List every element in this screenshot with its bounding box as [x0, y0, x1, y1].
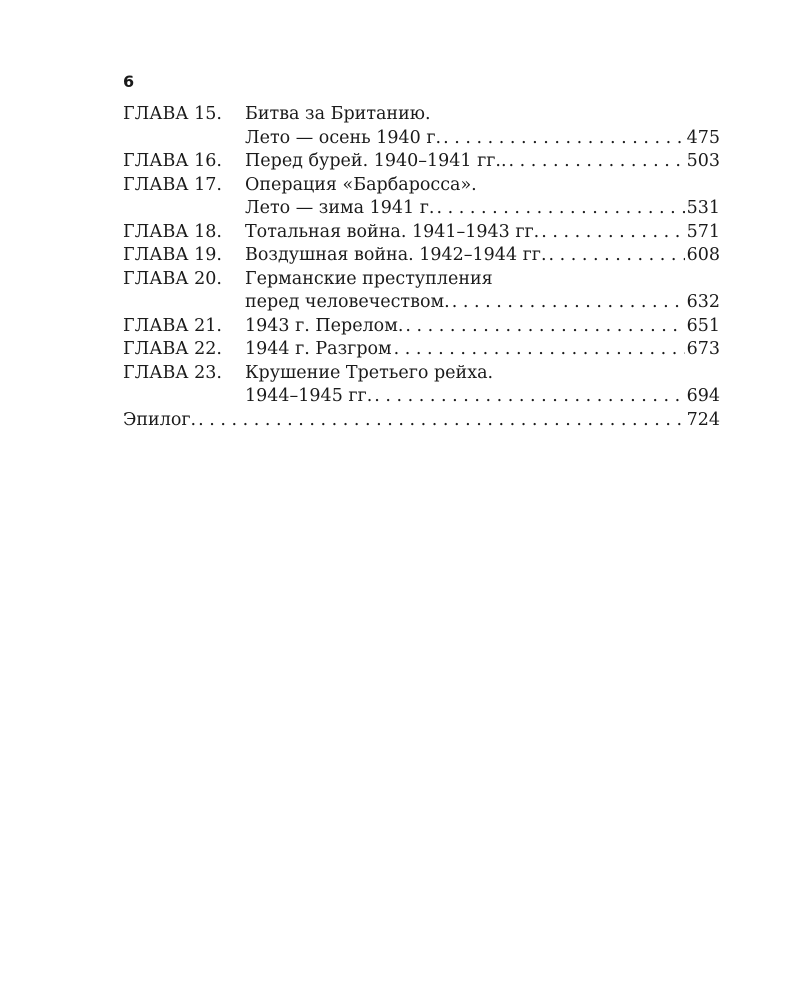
toc-row [123, 315, 720, 339]
toc-title: 1944–1945 гг. [245, 386, 373, 406]
toc-leader-dots [549, 244, 685, 268]
toc-chapter-label: ГЛАВА 19. [123, 245, 222, 265]
toc-leader-dots [452, 291, 685, 315]
toc-row [123, 268, 720, 292]
toc-row [123, 221, 720, 245]
toc-title: перед человечеством. [245, 292, 450, 312]
toc-title: Битва за Британию. [245, 104, 431, 124]
toc-row [123, 244, 720, 268]
toc-page-number: 608 [686, 245, 720, 265]
toc-page-number: 475 [686, 127, 720, 148]
toc-title: Тотальная война. 1941–1943 гг. [245, 221, 540, 242]
toc-chapter-label: ГЛАВА 21. [123, 315, 222, 336]
toc-page-number: 571 [686, 221, 720, 242]
toc-row [123, 197, 720, 221]
toc-title: Воздушная война. 1942–1944 гг. [245, 245, 547, 265]
toc-leader-dots [509, 150, 685, 174]
toc-title: Крушение Третьего рейха. [245, 362, 494, 383]
toc-leader-dots [436, 197, 684, 221]
toc-title: Эпилог. [123, 409, 197, 430]
toc-page-number: 531 [686, 198, 720, 218]
toc-leader-dots [198, 409, 684, 433]
toc-page-number: 651 [686, 315, 720, 336]
toc-title: Германские преступления [245, 268, 493, 289]
toc-chapter-label: ГЛАВА 22. [123, 339, 222, 359]
toc-leader-dots [405, 315, 684, 339]
toc-chapter-label: ГЛАВА 16. [123, 151, 222, 171]
toc-chapter-label: ГЛАВА 15. [123, 104, 222, 124]
toc-title: Операция «Барбаросса». [245, 174, 477, 195]
toc-row [123, 103, 720, 127]
toc-row [123, 127, 720, 151]
toc-leader-dots [443, 127, 685, 151]
table-of-contents [123, 103, 720, 432]
toc-title: Лето — осень 1940 г. [245, 127, 442, 148]
toc-row [123, 174, 720, 198]
toc-page-number: 673 [686, 339, 720, 359]
toc-title: 1943 г. Перелом. [245, 315, 404, 336]
toc-chapter-label: ГЛАВА 23. [123, 362, 222, 383]
toc-page-number: 632 [686, 292, 720, 312]
toc-chapter-label: ГЛАВА 17. [123, 174, 222, 195]
toc-title: Перед бурей. 1940–1941 гг.. [245, 151, 507, 171]
toc-page-number: 694 [686, 386, 720, 406]
toc-title: Лето — зима 1941 г. [245, 198, 435, 218]
toc-page-number: 724 [686, 409, 720, 430]
toc-row [123, 362, 720, 386]
toc-leader-dots [394, 338, 685, 362]
toc-row [123, 291, 720, 315]
toc-leader-dots [374, 385, 684, 409]
toc-page-number: 503 [686, 151, 720, 171]
toc-row [123, 338, 720, 362]
toc-row-epilogue [123, 409, 720, 433]
toc-leader-dots [541, 221, 684, 245]
toc-row [123, 385, 720, 409]
toc-chapter-label: ГЛАВА 20. [123, 268, 222, 289]
page-number: 6 [123, 72, 135, 91]
toc-chapter-label: ГЛАВА 18. [123, 221, 222, 242]
toc-title: 1944 г. Разгром [245, 339, 392, 359]
toc-row [123, 150, 720, 174]
